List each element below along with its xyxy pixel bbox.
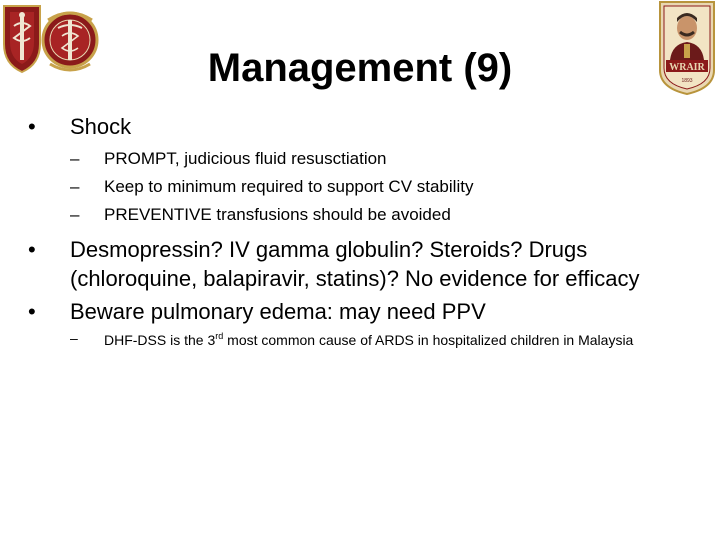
slide-title: Management (9): [207, 46, 513, 90]
slide-body: [28, 112, 708, 355]
sub-bullet-text-before: DHF-DSS is the 3: [104, 332, 216, 348]
sub-bullet-text: PREVENTIVE transfusions should be avoided: [104, 205, 451, 224]
bullet-symbol: •: [28, 299, 36, 324]
dash-symbol: –: [70, 330, 78, 346]
bullet-item-desmopressin: [28, 235, 708, 293]
bullet-list: [28, 112, 708, 349]
bullet-symbol: •: [28, 114, 36, 139]
dash-symbol: –: [70, 205, 80, 224]
sub-bullet-text: PROMPT, judicious fluid resusctiation: [104, 149, 387, 168]
wrair-portrait-logo: [656, 0, 718, 96]
bullet-item-pulmonary-edema: [28, 297, 708, 349]
sub-bullet-list: [70, 330, 708, 349]
bullet-symbol: •: [28, 237, 36, 262]
wrair-logo-text: WRAIR: [669, 62, 705, 73]
bullet-text: Beware pulmonary edema: may need PPV: [70, 299, 486, 324]
sub-bullet-list: [70, 145, 708, 229]
dash-symbol: –: [70, 149, 80, 168]
sub-bullet-item: [70, 330, 708, 349]
bullet-item-shock: [28, 112, 708, 229]
sub-bullet-text: Keep to minimum required to support CV stability: [104, 177, 474, 196]
medical-corps-insignia-logo: [0, 0, 100, 82]
bullet-text: Desmopressin? IV gamma globulin? Steroids? Drugs (chloroquine, balapiravir, statins)? No evidence for efficacy: [70, 237, 640, 291]
sub-bullet-item: [70, 173, 708, 201]
dash-symbol: –: [70, 177, 80, 196]
bullet-text: Shock: [70, 114, 132, 139]
sub-bullet-item: [70, 145, 708, 173]
sub-bullet-text-after: most common cause of ARDS in hospitalized children in Malaysia: [223, 332, 634, 348]
wrair-logo-year: 1893: [681, 78, 693, 84]
sub-bullet-item: [70, 201, 708, 229]
superscript-ordinal: rd: [215, 331, 224, 341]
